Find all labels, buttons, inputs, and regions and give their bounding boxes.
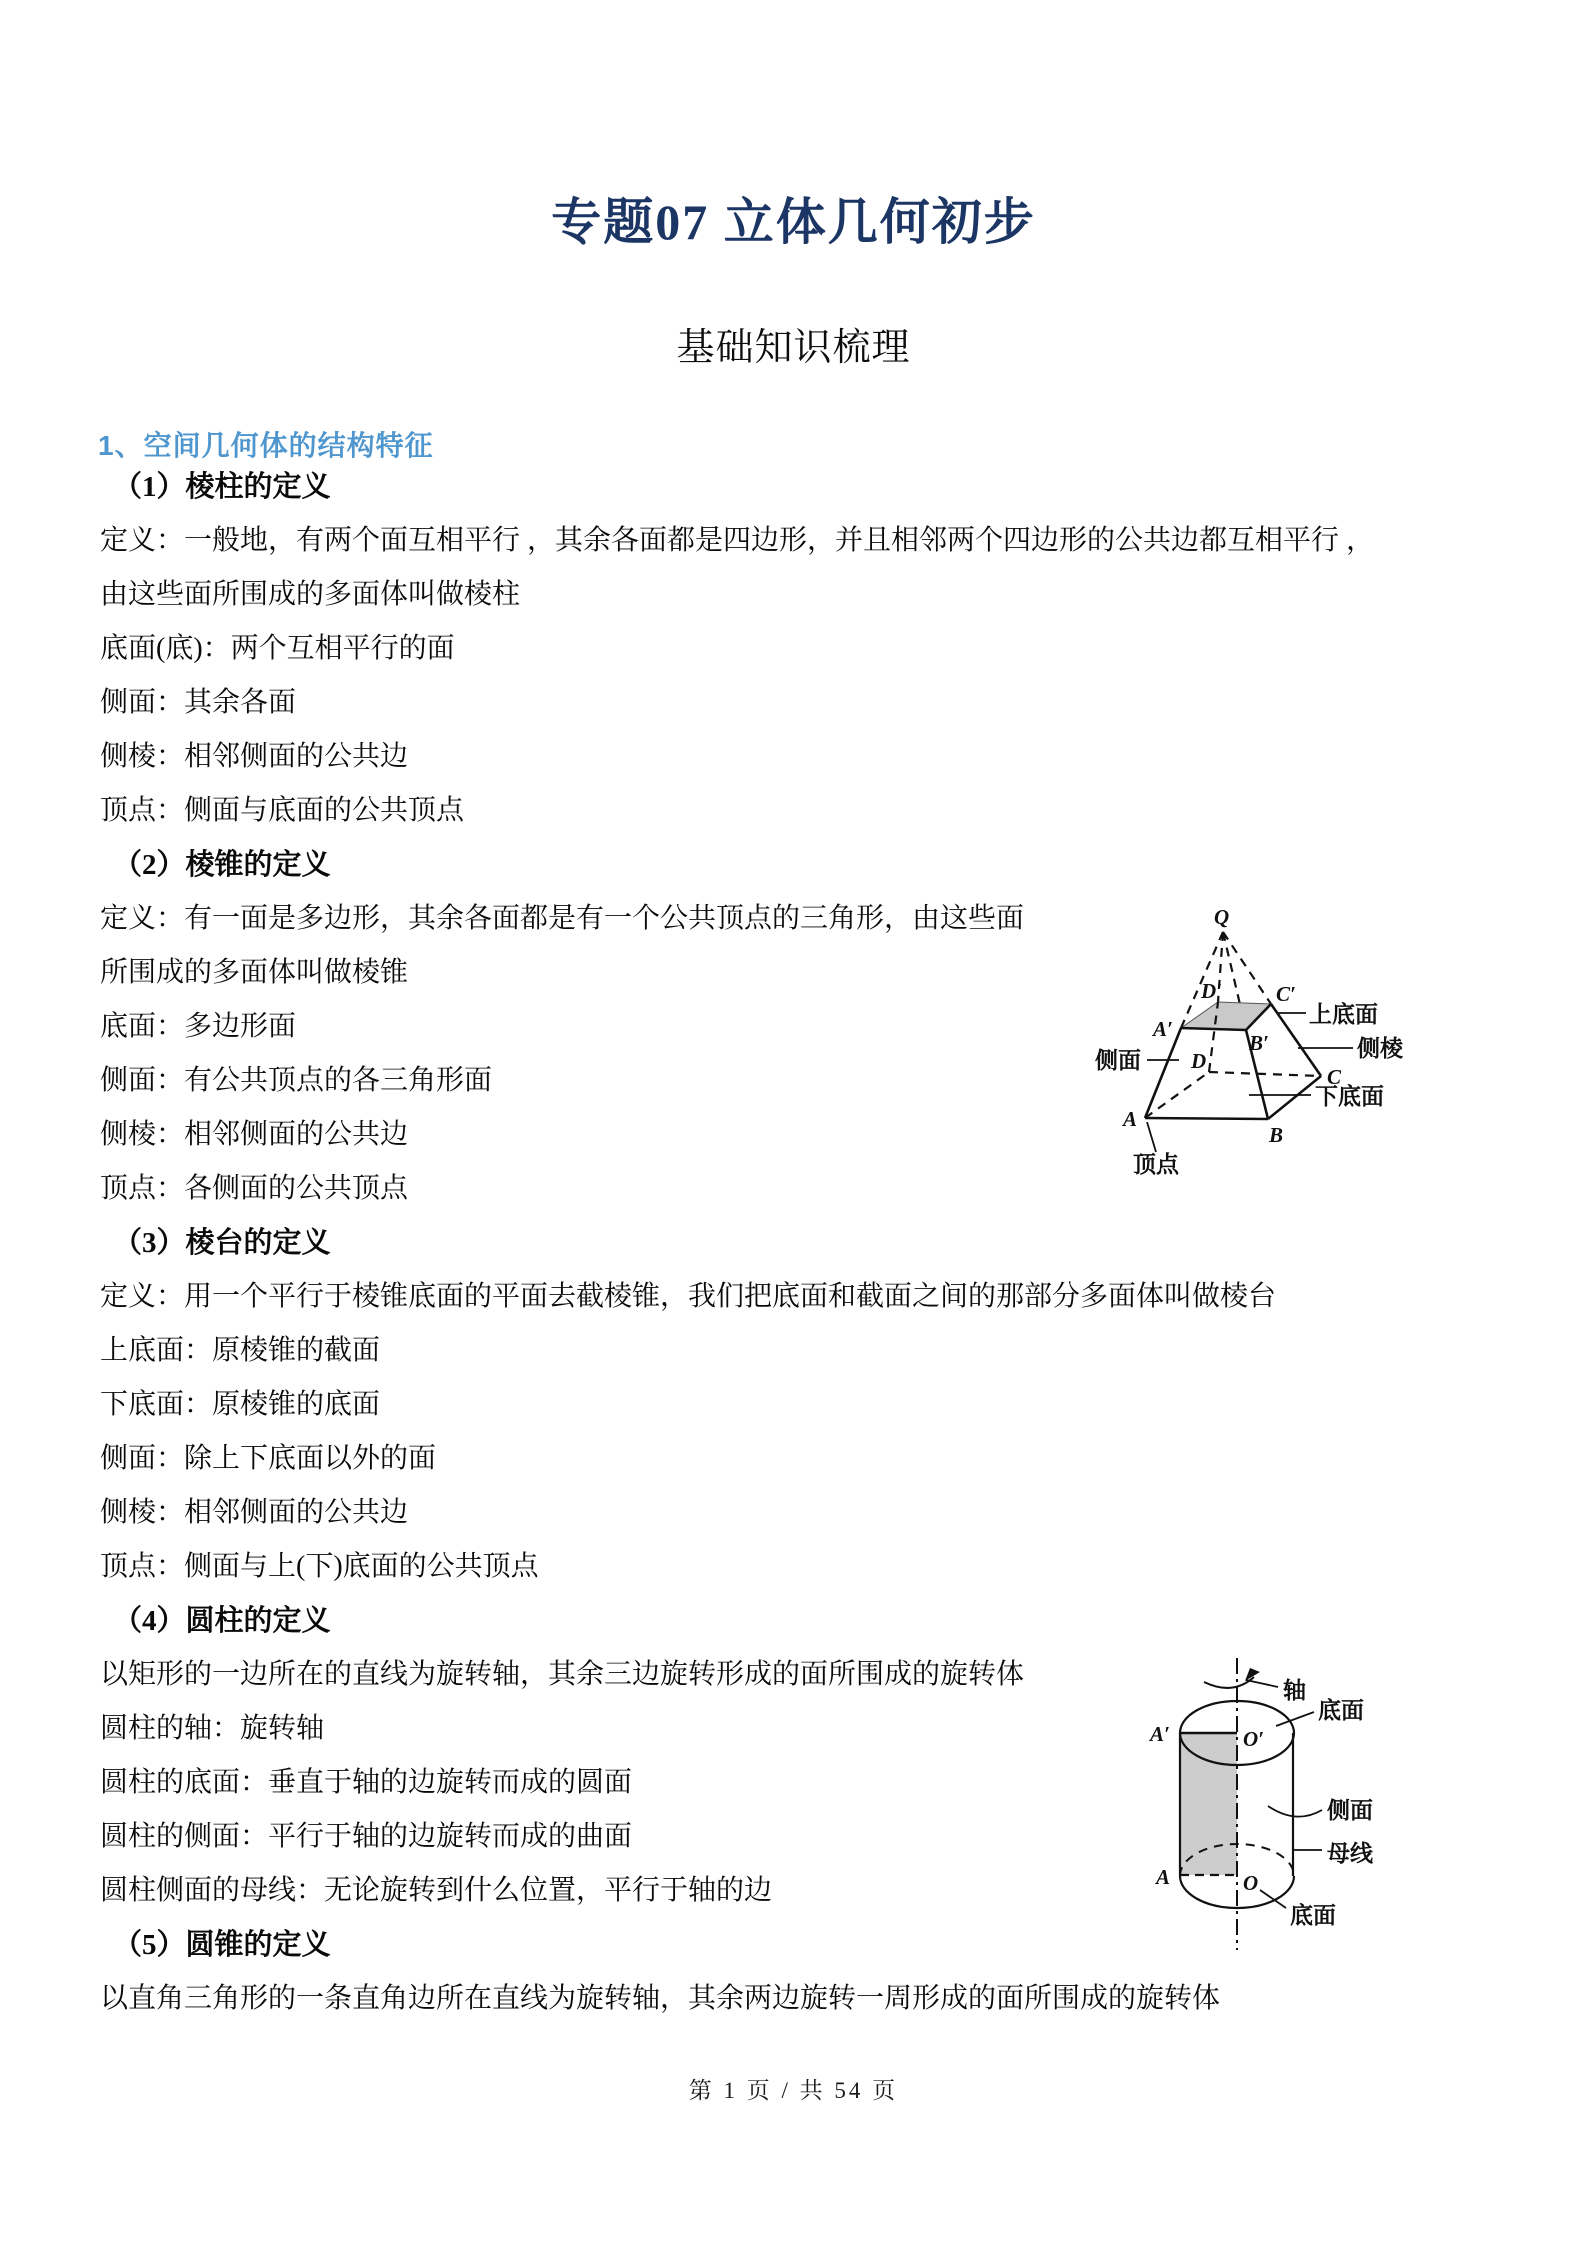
text-line: 顶点：侧面与上(下)底面的公共顶点 [100,1551,539,1582]
pyramid-label-side-face: 侧面 [1095,1048,1141,1073]
pyramid-label-top-base: 上底面 [1309,1002,1378,1027]
text-line: 圆柱侧面的母线：无论旋转到什么位置，平行于轴的边 [100,1875,773,1906]
page-number-footer: 第 1 页 / 共 54 页 [688,2078,899,2103]
text-line: 定义：有一面是多边形，其余各面都是有一个公共顶点的三角形，由这些面 [100,903,1025,934]
text-line: 顶点：侧面与底面的公共顶点 [100,795,465,826]
text-line: 侧棱：相邻侧面的公共边 [100,741,409,772]
sub-heading: （1）棱柱的定义 [113,471,331,503]
page-subtitle: 基础知识梳理 [676,327,911,369]
cylinder-vertex-O-prime: O′ [1243,1727,1265,1751]
text-line: 所围成的多面体叫做棱锥 [100,957,409,988]
text-line: 侧面：除上下底面以外的面 [100,1443,437,1474]
section-heading: 1、空间几何体的结构特征 [98,430,434,461]
pyramid-label-vertex: 顶点 [1133,1152,1179,1177]
sub-heading: （5）圆锥的定义 [113,1929,331,1961]
cylinder-diagram [1100,1618,1480,1958]
pyramid-vertex-B-prime: B′ [1249,1031,1269,1055]
text-line: 圆柱的轴：旋转轴 [100,1713,325,1744]
text-line: 侧面：其余各面 [100,687,297,718]
text-line: 以直角三角形的一条直角边所在直线为旋转轴，其余两边旋转一周形成的面所围成的旋转体 [100,1983,1221,2014]
pyramid-vertex-A-prime: A′ [1153,1017,1173,1041]
text-line: 圆柱的侧面：平行于轴的边旋转而成的曲面 [100,1821,633,1852]
text-line: 定义：一般地，有两个面互相平行 ，其余各面都是四边形，并且相邻两个四边形的公共边都互相平行 ， [100,525,1375,556]
pyramid-vertex-A: A [1123,1107,1138,1131]
text-line: 下底面：原棱锥的底面 [100,1389,381,1420]
text-line: 侧棱：相邻侧面的公共边 [100,1119,409,1150]
text-line: 以矩形的一边所在的直线为旋转轴，其余三边旋转形成的面所围成的旋转体 [100,1659,1025,1690]
pyramid-vertex-C: C [1327,1065,1342,1089]
pyramid-vertex-D-prime: D′ [1201,979,1223,1003]
cylinder-vertex-A-prime: A′ [1150,1722,1170,1746]
text-line: 底面(底)：两个互相平行的面 [100,633,455,664]
text-line: 侧面：有公共顶点的各三角形面 [100,1065,493,1096]
pyramid-label-lateral-edge: 侧棱 [1357,1036,1403,1061]
pyramid-vertex-B: B [1269,1123,1284,1147]
pyramid-vertex-Q: Q [1214,905,1230,929]
text-line: 由这些面所围成的多面体叫做棱柱 [100,579,521,610]
cylinder-vertex-A: A [1156,1865,1171,1889]
text-line: 底面：多边形面 [100,1011,297,1042]
pyramid-label-bottom-base: 下底面 [1315,1084,1384,1109]
pyramid-vertex-D: D [1191,1049,1207,1073]
sub-heading: （2）棱锥的定义 [113,849,331,881]
sub-heading: （3）棱台的定义 [113,1227,331,1259]
pyramid-vertex-C-prime: C′ [1276,982,1296,1006]
cylinder-vertex-O: O [1243,1871,1259,1895]
frustum-top-face [1181,1002,1271,1030]
cylinder-label-generatrix: 母线 [1327,1841,1373,1866]
text-line: 上底面：原棱锥的截面 [100,1335,381,1366]
frustum-diagram [1063,852,1443,1182]
text-line: 圆柱的底面：垂直于轴的边旋转而成的圆面 [100,1767,633,1798]
cylinder-rotating-rectangle [1180,1733,1237,1875]
cylinder-label-side-face: 侧面 [1327,1798,1373,1823]
text-line: 侧棱：相邻侧面的公共边 [100,1497,409,1528]
text-line: 定义：用一个平行于棱锥底面的平面去截棱锥，我们把底面和截面之间的那部分多面体叫做棱台 [100,1281,1277,1312]
text-line: 顶点：各侧面的公共顶点 [100,1173,409,1204]
sub-heading: （4）圆柱的定义 [113,1605,331,1637]
cylinder-label-top-base: 底面 [1318,1698,1364,1723]
page-title: 专题07 立体几何初步 [551,194,1036,250]
cylinder-label-bottom-base: 底面 [1290,1903,1336,1928]
cylinder-label-axis: 轴 [1283,1678,1306,1703]
